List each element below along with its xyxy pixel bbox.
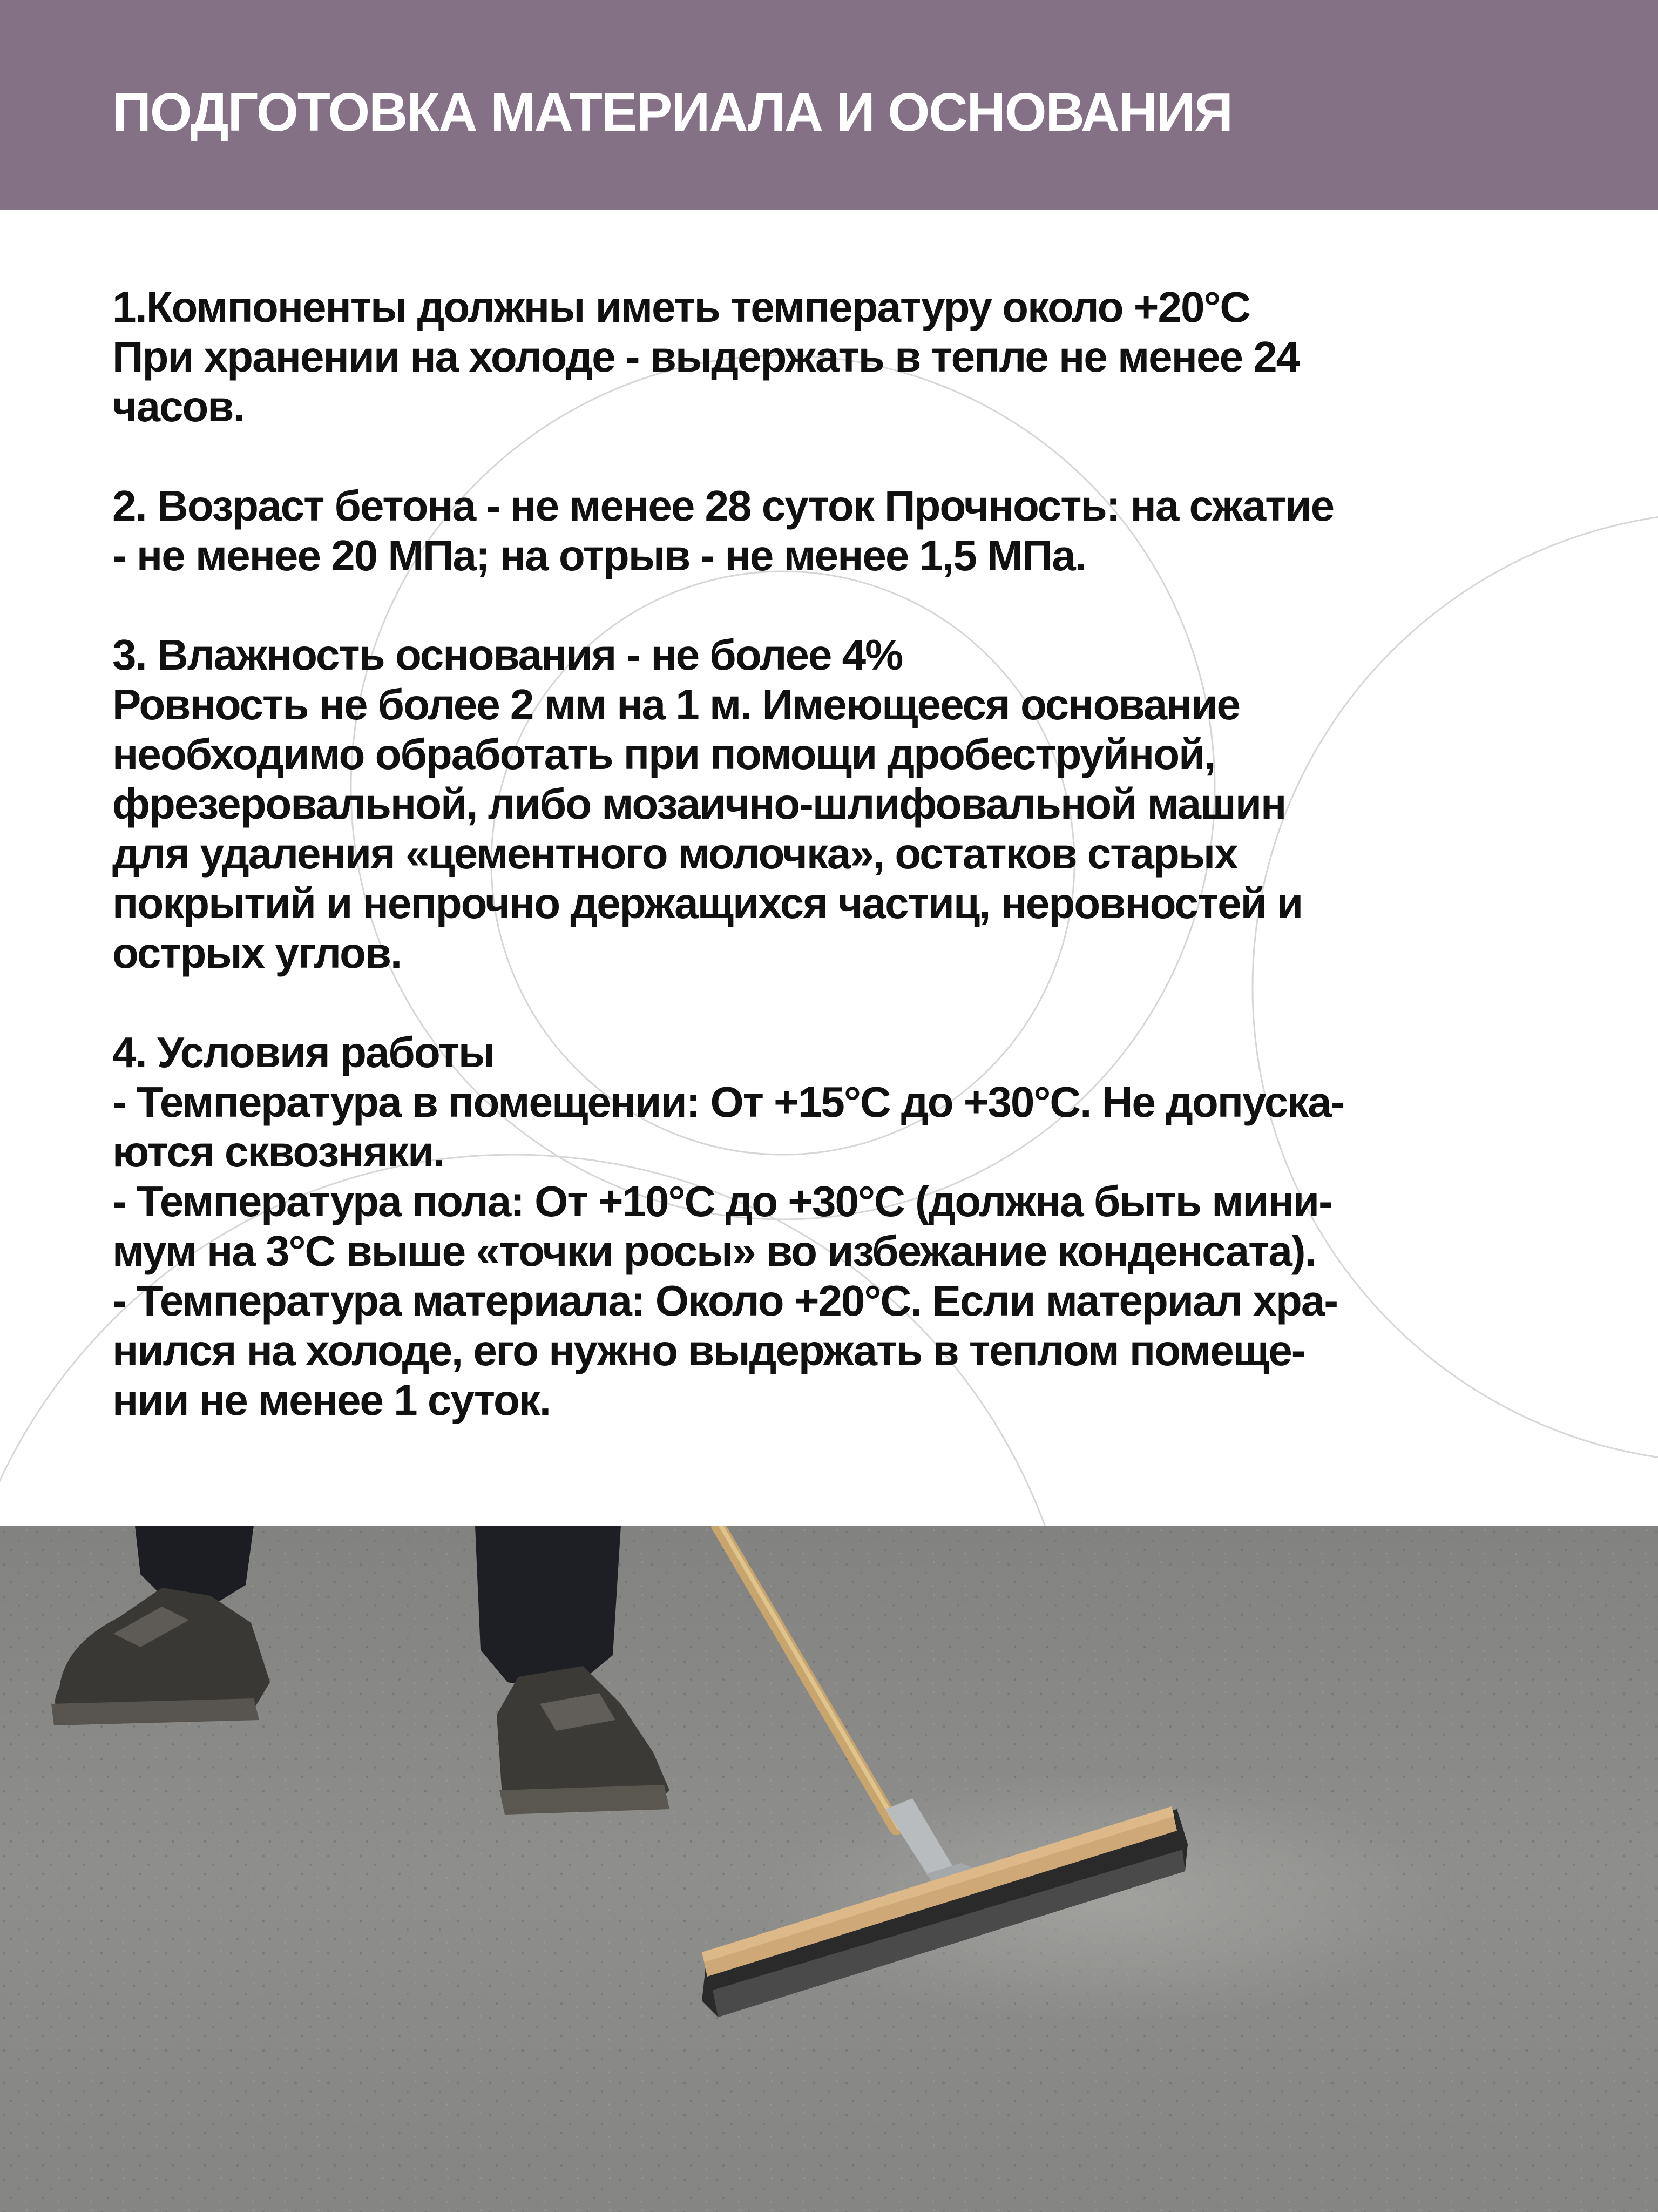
text-line: острых углов. [112, 929, 402, 977]
main-content [0, 210, 1658, 1526]
floor-sweeping-photo [0, 1526, 1658, 2212]
text-line: 1.Компоненты должны иметь температуру около +20°С [112, 283, 1250, 331]
text-line: - не менее 20 МПа; на отрыв - не менее 1,5 МПа. [112, 531, 1086, 579]
text-line: 4. Условия работы [112, 1028, 495, 1076]
text-line: необходимо обработать при помощи дробеструйной, [112, 730, 1215, 778]
page-title: ПОДГОТОВКА МАТЕРИАЛА И ОСНОВАНИЯ [112, 82, 1232, 143]
text-line: для удаления «цементного молочка», остатков старых [112, 830, 1237, 878]
text-line: нии не менее 1 суток. [112, 1376, 551, 1424]
text-line: нился на холоде, его нужно выдержать в теплом помеще- [112, 1326, 1305, 1374]
text-line: мум на 3°С выше «точки росы» во избежание конденсата). [112, 1227, 1316, 1275]
text-line: Ровность не более 2 мм на 1 м. Имеющееся основание [112, 680, 1240, 729]
worker-sweeping-concrete-floor-image [0, 1526, 1658, 2212]
text-line: - Температура материала: Около +20°С. Если материал хра- [112, 1277, 1338, 1325]
header-banner [0, 0, 1658, 210]
instructions [112, 282, 1581, 1425]
text-line: При хранении на холоде - выдержать в тепле не менее 24 [112, 333, 1300, 381]
text-line: ются сквозняки. [112, 1128, 444, 1176]
section-components-temperature [112, 282, 1581, 431]
text-line: покрытий и непрочно держащихся частиц, неровностей и [112, 879, 1303, 927]
section-base-humidity [112, 630, 1581, 978]
section-concrete-age [112, 481, 1581, 581]
text-line: фрезеровальной, либо мозаично-шлифовальной машин [112, 780, 1286, 828]
section-working-conditions [112, 1028, 1581, 1425]
text-line: - Температура в помещении: От +15°С до +30°С. Не допуска- [112, 1078, 1344, 1126]
text-line: часов. [112, 382, 244, 430]
text-line: - Температура пола: От +10°С до +30°С (должна быть мини- [112, 1177, 1332, 1225]
text-line: 3. Влажность основания - не более 4% [112, 631, 903, 679]
text-line: 2. Возраст бетона - не менее 28 суток Прочность: на сжатие [112, 482, 1334, 530]
